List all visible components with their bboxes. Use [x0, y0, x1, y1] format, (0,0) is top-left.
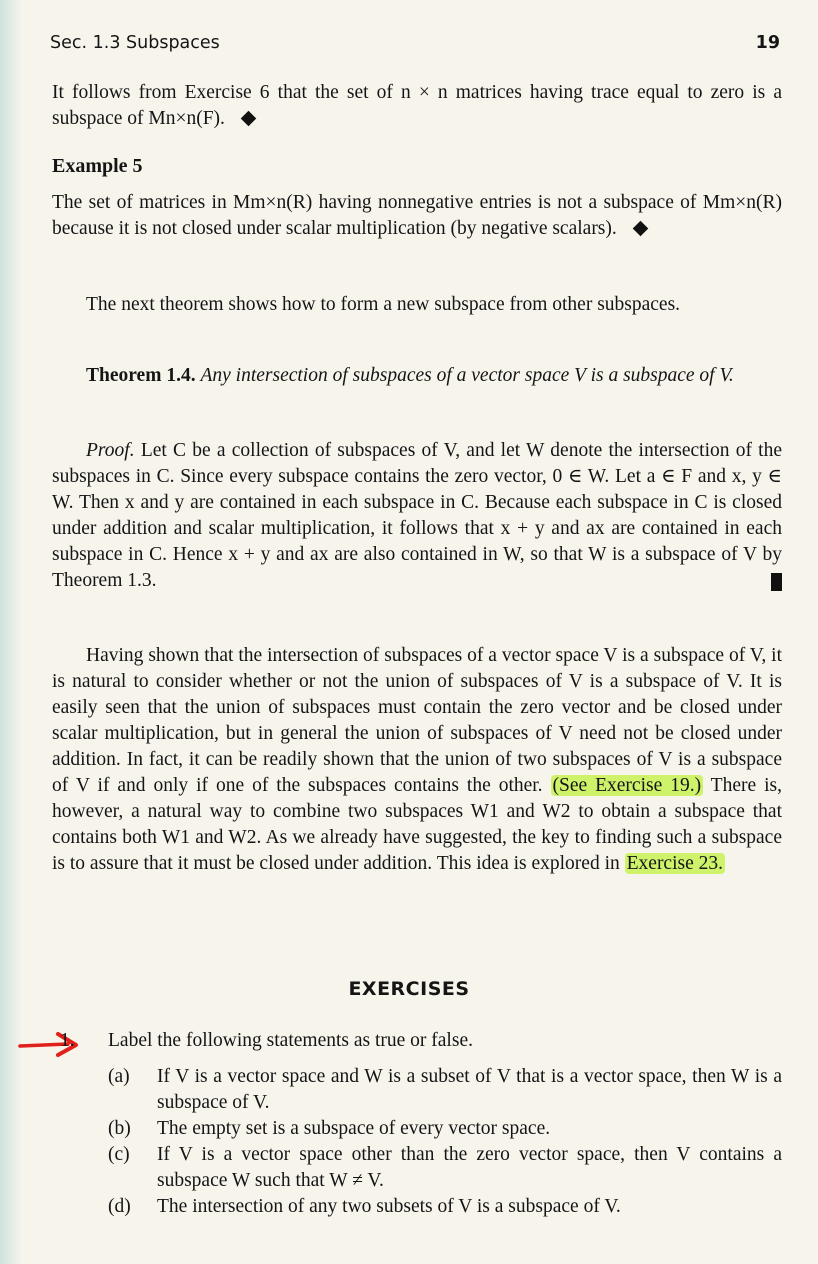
end-of-example-diamond-icon	[633, 221, 649, 237]
discussion-paragraph: Having shown that the intersection of subspaces of a vector space V is a subspace of V, it is natural to consider whether or not the union of subspaces of V is a subspace of V. It is easily seen that the union of subspaces must contain the zero vector and be closed under scalar multiplication, but in general the union of subspaces of V need not be closed under addition. In fact, it can be readily shown that the union of two subspaces of V is a subspace of V if and only if one of the subspaces contains the other. (See Exercise 19.) There is, however, a natural way to combine two subspaces W1 and W2 to obtain a subspace that contains both W1 and W2. As we already have suggested, the key to finding such a subspace is to assure that it must be closed under addition. This idea is explored in Exercise 23.	[52, 645, 782, 874]
proof-body: Let C be a collection of subspaces of V, and let W denote the intersection of the subspaces in C. Since every subspace contains the zero vector, 0 ∈ W. Let a ∈ F and x, y ∈ W. Then x and y are contained in each subspace in C. Because each subspace in C is closed under addition and scalar multiplication, it follows that x + y and ax are contained in each subspace in C. Hence x + y and ax are also contained in W, so that W is a subspace of V by Theorem 1.3.	[52, 440, 783, 591]
exercise-text: Label the following statements as true or false.	[108, 1030, 473, 1051]
transition-paragraph: The next theorem shows how to form a new subspace from other subspaces.	[86, 294, 681, 315]
exercise-part-a	[108, 1064, 782, 1116]
example-heading: Example 5	[52, 155, 143, 177]
part-text: The intersection of any two subsets of V is a subspace of V.	[157, 1196, 621, 1217]
intro-paragraph: It follows from Exercise 6 that the set of n × n matrices having trace equal to zero is a subspace of Mn×n(F).	[52, 82, 782, 129]
exercise-part-c	[108, 1142, 782, 1194]
theorem-statement: Any intersection of subspaces of a vector space V is a subspace of V.	[200, 365, 734, 386]
page-edge-shadow	[0, 0, 22, 1264]
exercise-number: 1.	[60, 1030, 75, 1051]
highlight-exercise-23: Exercise 23.	[626, 853, 724, 874]
highlight-see-exercise-19: (See Exercise 19.)	[552, 775, 702, 796]
qed-square-icon	[771, 573, 782, 591]
page-number: 19	[755, 33, 780, 53]
part-label: (d)	[108, 1196, 131, 1217]
part-text: The empty set is a subspace of every vector space.	[157, 1118, 551, 1139]
end-of-example-diamond-icon	[241, 111, 257, 127]
part-label: (b)	[108, 1118, 131, 1139]
theorem-label: Theorem 1.4.	[86, 365, 196, 386]
part-text: If V is a vector space and W is a subset of V that is a vector space, then W is a subspace of V.	[157, 1066, 782, 1113]
example-paragraph: The set of matrices in Mm×n(R) having nonnegative entries is not a subspace of Mm×n(R) because it is not closed under scalar multiplication (by negative scalars).	[52, 192, 782, 239]
part-label: (a)	[108, 1066, 130, 1087]
exercise-part-b	[108, 1116, 782, 1142]
exercise-part-d	[108, 1194, 782, 1220]
theorem	[52, 363, 782, 389]
proof	[52, 438, 782, 594]
part-text: If V is a vector space other than the zero vector space, then V contains a subspace W such that W ≠ V.	[157, 1144, 782, 1191]
part-label: (c)	[108, 1144, 130, 1165]
running-head: Sec. 1.3 Subspaces	[50, 33, 220, 53]
proof-label: Proof.	[86, 440, 135, 461]
exercises-heading: EXERCISES	[348, 978, 470, 1000]
